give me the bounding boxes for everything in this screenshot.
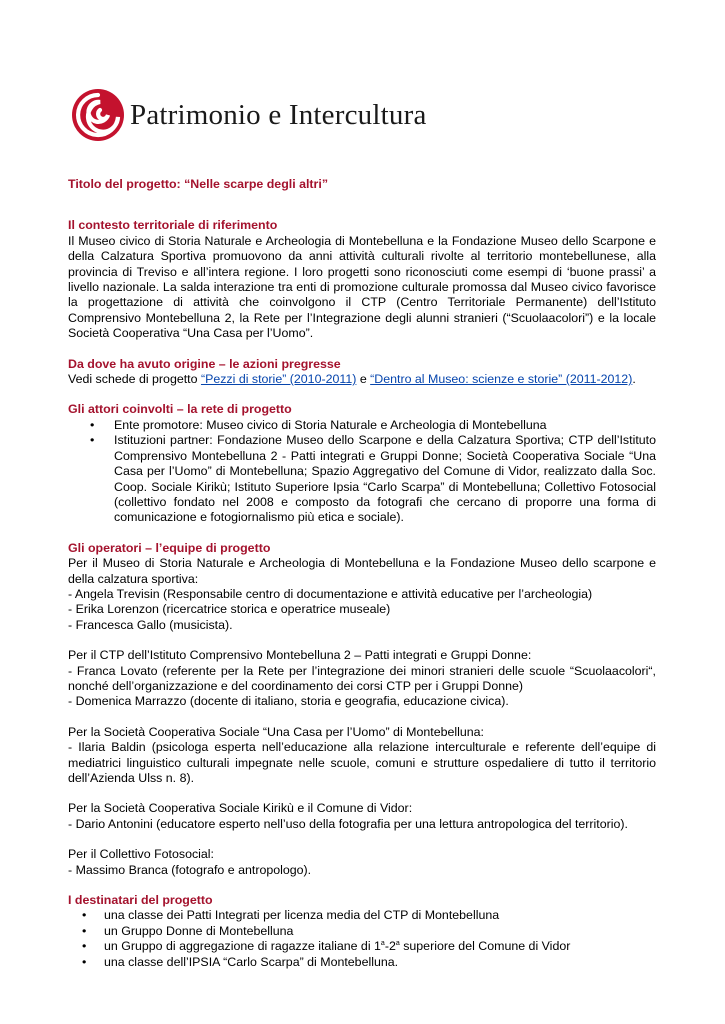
operator-line: - Franca Lovato (referente per la Rete per l’integrazione dei minori stranieri delle scuole “Scuolaacolori“, nonché dell’organizzazione e del coordinamento dei corsi CTP per i Gruppi Donne)	[68, 663, 656, 693]
spiral-logo-icon	[70, 87, 126, 143]
operator-line: - Dario Antonini (educatore esperto nell’uso della fotografia per una lettura antropologica del territorio).	[68, 816, 628, 831]
list-item: • una classe dell’IPSIA “Carlo Scarpa” di Montebelluna.	[68, 955, 656, 970]
link-dentro-al-museo[interactable]: “Dentro al Museo: scienze e storie” (2011-2012)	[370, 372, 633, 387]
list-item: • una classe dei Patti Integrati per licenza media del CTP di Montebelluna	[68, 908, 656, 923]
operator-line: - Domenica Marrazzo (docente di italiano, storia e geografia, educazione civica).	[68, 694, 509, 709]
operator-line: - Erika Lorenzon (ricercatrice storica e operatrice museale)	[68, 602, 391, 617]
operator-line: - Angela Trevisin (Responsabile centro di documentazione e attività educative per l’archeologia)	[68, 586, 593, 601]
operator-line: - Massimo Branca (fotografo e antropologo).	[68, 862, 312, 877]
item-text: -2	[384, 939, 396, 954]
operator-line: - Ilaria Baldin (psicologa esperta nell’educazione alla relazione interculturale e referente dell’equipe di mediatrici linguistico culturali impegnate nelle scuole, comuni e strutture ospedaliere di tutto il territorio dell’Azienda Ulss n. 8).	[68, 740, 656, 785]
origine-middle: e	[356, 372, 371, 387]
origine-prefix: Vedi schede di progetto	[68, 372, 201, 387]
operatori-heading: Gli operatori – l’equipe di progetto	[68, 540, 271, 555]
destinatari-list	[68, 908, 656, 970]
list-item: • un Gruppo Donne di Montebelluna	[68, 924, 656, 939]
group-intro: Per il CTP dell’Istituto Comprensivo Montebelluna 2 – Patti integrati e Gruppi Donne:	[68, 648, 532, 663]
attori-heading: Gli attori coinvolti – la rete di progetto	[68, 402, 292, 417]
group-intro: Per la Società Cooperativa Sociale Kirikù e il Comune di Vidor:	[68, 801, 413, 816]
list-item: • Ente promotore: Museo civico di Storia Naturale e Archeologia di Montebelluna	[68, 418, 656, 433]
document-body	[68, 177, 656, 970]
item-text: un Gruppo di aggregazione di ragazze italiane di 1	[104, 939, 381, 954]
origine-heading: Da dove ha avuto origine – le azioni pregresse	[68, 356, 341, 371]
item-text: superiore del Comune di Vidor	[399, 939, 571, 954]
attori-list	[68, 418, 656, 526]
link-pezzi-di-storie[interactable]: “Pezzi di storie” (2010-2011)	[200, 372, 357, 387]
logo	[70, 85, 427, 145]
logo-text: Patrimonio e Intercultura	[130, 98, 427, 131]
group-intro: Per il Collettivo Fotosocial:	[68, 847, 214, 862]
project-title: Titolo del progetto: “Nelle scarpe degli altri”	[68, 177, 329, 191]
superscript: a	[380, 940, 385, 948]
group-intro: Per la Società Cooperativa Sociale “Una Casa per l’Uomo” di Montebelluna:	[68, 724, 484, 739]
operator-line: - Francesca Gallo (musicista).	[68, 617, 233, 632]
list-item: • Istituzioni partner: Fondazione Museo dello Scarpone e della Calzatura Sportiva; CTP dell’Istituto Comprensivo Montebelluna 2 - Patti integrati e Gruppi Donne; Società Cooperativa Sociale “Una Casa per l’Uomo” di Montebelluna; Spazio Aggregativo del Comune di Vidor, realizzato dalla Soc. Coop. Sociale Kirikù; Istituto Superiore Ipsia “Carlo Scarpa” di Montebelluna; Collettivo Fotosocial (collettivo fondato nel 2008 e composto da fotografi che cercano di proporre una forma di comunicazione e fotogiornalismo più etica e sociale).	[68, 433, 656, 525]
destinatari-heading: I destinatari del progetto	[68, 893, 213, 908]
origine-text	[68, 372, 656, 387]
contesto-text: Il Museo civico di Storia Naturale e Archeologia di Montebelluna e la Fondazione Museo dello Scarpone e della Calzatura Sportiva promuovono da anni attività culturali rivolte al territorio montebellunese, alla provincia di Treviso e all’intera regione. I loro progetti sono riconosciuti come esempi di ‘buone prassi’ a livello nazionale. La salda interazione tra enti di promozione culturale promossa dal Museo civico favorisce la progettazione di attività che coinvolgono il CTP (Centro Territoriale Permanente) dell’Istituto Comprensivo Montebelluna 2, la Rete per l’Integrazione degli alunni stranieri (“Scuolaacolori”) e la locale Società Cooperativa “Una Casa per l’Uomo”.	[68, 233, 656, 341]
group-intro: Per il Museo di Storia Naturale e Archeologia di Montebelluna e la Fondazione Museo dello scarpone e della calzatura sportiva:	[68, 556, 656, 586]
superscript: a	[395, 940, 400, 948]
origine-suffix: .	[632, 372, 636, 387]
contesto-heading: Il contesto territoriale di riferimento	[68, 218, 278, 233]
list-item	[68, 939, 656, 954]
